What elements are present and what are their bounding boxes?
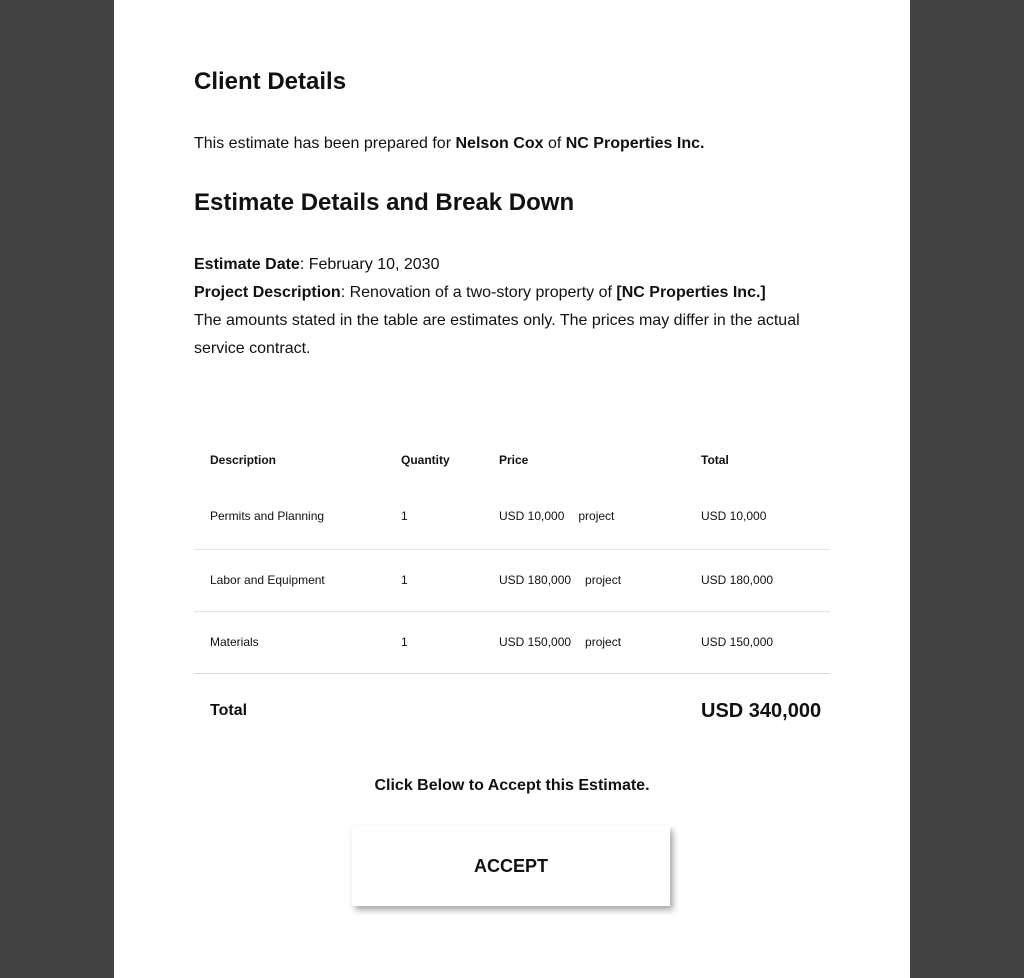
project-company: [NC Properties Inc.]: [616, 284, 766, 301]
project-description-label: Project Description: [194, 284, 341, 301]
total-label: Total: [210, 702, 248, 719]
header-total: Total: [701, 453, 729, 467]
document-page: [114, 0, 910, 978]
header-price: Price: [499, 453, 529, 467]
row-total: USD 10,000: [701, 509, 767, 523]
table-total-row: [194, 672, 830, 752]
project-description-value: : Renovation of a two-story property of: [340, 284, 617, 301]
table-row: [194, 612, 830, 674]
estimate-date-label: Estimate Date: [194, 256, 300, 273]
row-total: USD 180,000: [701, 573, 774, 587]
client-name: Nelson Cox: [455, 135, 544, 152]
row-price: [499, 490, 614, 542]
table-header-row: [194, 430, 830, 490]
row-quantity: 1: [401, 573, 408, 587]
row-price-value: USD 180,000: [499, 573, 572, 587]
header-description: Description: [210, 453, 277, 467]
table-row: [194, 550, 830, 612]
intro-text: This estimate has been prepared for: [194, 135, 456, 152]
row-price-value: USD 150,000: [499, 635, 572, 649]
row-price: [499, 612, 621, 673]
row-description: Permits and Planning: [210, 509, 325, 523]
estimate-note: The amounts stated in the table are estimates only. The prices may differ in the actual service contract.: [194, 312, 800, 357]
header-quantity: Quantity: [401, 453, 450, 467]
client-company: NC Properties Inc.: [565, 135, 705, 152]
estimate-date-value: : February 10, 2030: [299, 256, 440, 273]
client-details-heading: Client Details: [194, 68, 347, 95]
total-value: USD 340,000: [701, 700, 822, 722]
of-text: of: [543, 135, 566, 152]
row-price-unit: project: [578, 509, 615, 523]
row-price: [499, 550, 621, 611]
estimate-details-heading: Estimate Details and Break Down: [194, 189, 575, 216]
table-row: [194, 490, 830, 550]
row-price-unit: project: [585, 635, 622, 649]
row-quantity: 1: [401, 635, 408, 649]
row-total: USD 150,000: [701, 635, 774, 649]
row-description: Materials: [210, 635, 259, 649]
accept-prompt: Click Below to Accept this Estimate.: [374, 777, 650, 794]
project-description: [194, 279, 766, 307]
estimate-table: [194, 430, 830, 674]
row-price-value: USD 10,000: [499, 509, 565, 523]
client-intro: [194, 130, 704, 158]
row-price-unit: project: [585, 573, 622, 587]
row-quantity: 1: [401, 509, 408, 523]
accept-button[interactable]: ACCEPT: [352, 826, 670, 906]
row-description: Labor and Equipment: [210, 573, 325, 587]
estimate-date: [194, 251, 439, 279]
